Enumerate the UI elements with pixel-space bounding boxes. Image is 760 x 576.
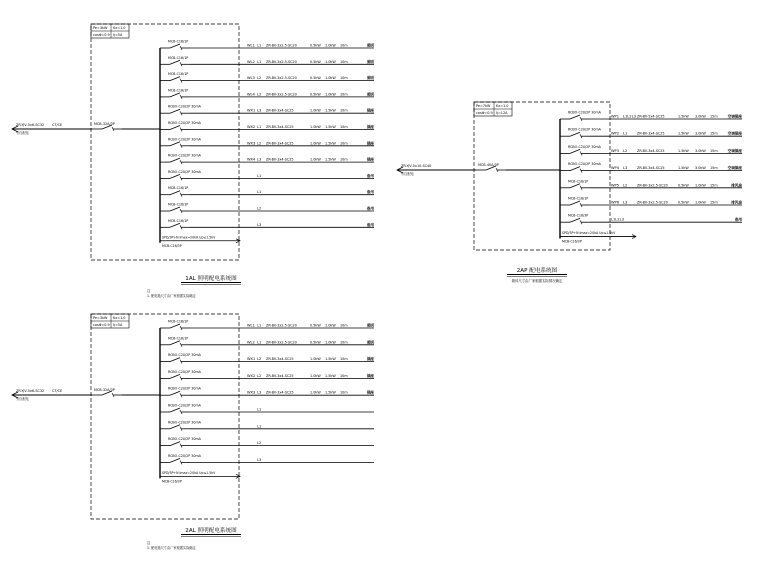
panel_2ap-circuit-1-breaker-label: RCBO-C20/2P 30mA — [568, 110, 601, 115]
panel_2ap-circuit-4-breaker-blade — [570, 167, 580, 171]
panel_2ap-circuit-3-phase: L2 — [623, 148, 628, 153]
panel_1al-circuit-5-ic: 1.5kW — [325, 108, 336, 113]
panel_2ap-circuit-3-cable: ZR-BV-3x4-SC25 — [637, 148, 665, 153]
panel_2ap-circuit-7-use: 备用 — [734, 217, 742, 222]
panel_2al-circuit-6-phase: L1 — [257, 407, 262, 412]
panel_1al-circuit-7-label: WX3 — [247, 141, 256, 146]
panel_2ap-circuit-4-breaker-label: RCBO-C20/2P 30mA — [568, 162, 601, 167]
panel_1al-circuit-1-len: 10m — [340, 43, 348, 48]
panel_2al-circuit-2-ic: 1.0kW — [325, 340, 336, 345]
panel_2ap-circuit-4-use: 空调插座 — [727, 166, 742, 171]
panel_1al-circuit-1-ic: 1.0kW — [325, 43, 336, 48]
panel_1al-circuit-4-use: 照明 — [366, 92, 374, 97]
panel_2al-circuit-4-label: WX2 — [247, 373, 256, 378]
panel_2ap-circuit-1-breaker-blade — [570, 115, 580, 119]
panel_2al-circuit-3-phase: L2 — [257, 357, 262, 362]
panel_2ap-circuit-1-phase: L1L2L3 — [623, 114, 636, 119]
panel_1al-circuit-5-pe: 1.0kW — [310, 108, 321, 113]
panel_2ap-spd-label: SPD/3P+N Imax=20kA Up≤1.5kV — [562, 231, 616, 236]
panel_1al-spd-label: SPD/3P+N Imax=20kA Up≤1.5kV — [162, 235, 216, 240]
panel_1al-circuit-1-breaker-label: MCB-C16/1P — [168, 39, 189, 44]
panel_2ap-circuit-2-ic: 3.0kW — [695, 131, 706, 136]
panel_2ap-subtitle: 箱体尺寸由厂家根据实际情况确定 — [511, 279, 563, 283]
panel_2ap-circuit-7-breaker-label: MCB-C16/3P — [568, 213, 589, 218]
panel_2al-circuit-5-phase: L3 — [257, 390, 262, 395]
panel_1al-circuit-5-breaker-label: RCBO-C20/2P 30mA — [168, 104, 201, 109]
panel_1al-circuit-8-use: 插座 — [366, 157, 374, 162]
panel_2ap-circuit-6-len: 15m — [710, 200, 718, 205]
panel_2al-circuit-1-pe: 0.5kW — [310, 323, 321, 328]
panel_1al-circuit-12-breaker-blade — [170, 223, 180, 227]
panel_1al-circuit-8-pe: 1.0kW — [310, 157, 321, 162]
panel_1al-circuit-6-ic: 1.5kW — [325, 125, 336, 129]
panel_1al-circuit-2-use: 照明 — [366, 59, 374, 64]
panel_2al-circuit-3-breaker-label: RCBO-C20/2P 30mA — [168, 353, 201, 358]
panel_2ap-circuit-3-breaker-blade — [570, 149, 580, 153]
panel_1al-circuit-2-label: WL2 — [247, 59, 255, 64]
panel_2al-circuit-5-breaker-blade — [170, 391, 180, 395]
panel_2ap-circuit-5-cable: ZR-BV-3x2.5-SC20 — [637, 183, 668, 188]
panel_1al-circuit-4-len: 10m — [340, 92, 348, 97]
panel_1al-circuit-3-breaker-label: MCB-C16/1P — [168, 72, 189, 77]
panel_1al-circuit-7-breaker-blade — [170, 142, 180, 146]
panel_1al-circuit-9-breaker-label: RCBO-C20/2P 30mA — [168, 169, 201, 174]
panel_1al-circuit-9-breaker-blade — [170, 174, 180, 178]
panel_2al-circuit-8-phase: L2 — [257, 441, 262, 446]
panel_2al-circuit-7-breaker-blade — [170, 425, 180, 429]
panel_2al-circuit-2-use: 照明 — [366, 340, 374, 345]
panel_2ap-circuit-1-pe: 1.5kW — [678, 114, 689, 119]
panel_1al-circuit-6-phase: L1 — [257, 125, 262, 129]
panel_2al-circuit-5-pe: 1.0kW — [310, 390, 321, 395]
panel_1al-circuit-8-len: 10m — [340, 157, 348, 162]
panel_2al-circuit-8-breaker-label: RCBO-C20/2P 30mA — [168, 437, 201, 442]
panel_1al-circuit-1-phase: L1 — [257, 43, 262, 48]
panel_1al-circuit-4-cable: ZR-BV-3x2.5-SC20 — [266, 92, 297, 97]
panel_2ap-enclosure — [474, 102, 610, 250]
panel_1al-circuit-7-use: 插座 — [366, 141, 374, 146]
panel_1al-circuit-5-cable: ZR-BV-3x4-SC25 — [266, 108, 294, 113]
panel_1al-circuit-3-pe: 0.5kW — [310, 76, 321, 81]
panel_1al-enclosure — [91, 24, 239, 260]
panel_2ap-circuit-6-ic: 1.0kW — [695, 200, 706, 205]
panel_2al-circuit-1-cable: ZR-BV-3x2.5-SC20 — [266, 323, 297, 328]
panel_2al-circuit-9-phase: L3 — [257, 457, 262, 462]
panel_2ap-circuit-3-use: 空调插座 — [727, 148, 742, 153]
panel_2al-circuit-9-breaker-label: RCBO-C20/2P 30mA — [168, 453, 201, 458]
panel_1al-circuit-3-breaker-blade — [170, 77, 180, 81]
panel_1al-circuit-6-len: 10m — [340, 125, 348, 129]
panel_2ap-info-cos: cosΦ=0.9 — [476, 111, 493, 116]
panel_1al-info-kx: Kx=1.0 — [113, 26, 126, 31]
panel_1al-circuit-1-pe: 0.5kW — [310, 43, 321, 48]
panel_1al-circuit-4-phase: L2 — [257, 92, 262, 97]
panel_2al-circuit-5-breaker-label: RCBO-C20/2P 30mA — [168, 386, 201, 391]
panel_2al-circuit-9-breaker-blade — [170, 458, 180, 462]
panel_2al-circuit-4-len: 10m — [340, 373, 348, 378]
panel_1al-circuit-11-use: 备用 — [366, 206, 374, 211]
panel_2ap-circuit-5-label: WP5 — [611, 183, 620, 188]
panel_2al-main-breaker-label: MCB-32A/3P — [94, 388, 115, 392]
panel_2al-circuit-4-breaker-blade — [170, 374, 180, 378]
panel_1al-info-pe: Pe=3kW — [93, 26, 108, 31]
panel_1al-circuit-8-breaker-blade — [170, 158, 180, 162]
panel_2al-incoming-cable: ZR-YJV-5x6-SC32 — [16, 389, 45, 393]
panel_2al-circuit-2-phase: L1 — [257, 340, 262, 345]
panel_1al-circuit-3-phase: L2 — [257, 76, 262, 81]
panel_2al-title: 2AL 照明配电系统图 — [185, 528, 237, 534]
panel_2al-circuit-4-pe: 1.0kW — [310, 373, 321, 378]
panel_1al-circuit-7-ic: 1.5kW — [325, 141, 336, 146]
panel_2ap-circuit-7-label: L1L2L3 — [611, 217, 624, 222]
panel_2ap-circuit-4-pe: 1.5kW — [678, 166, 689, 171]
panel_1al-circuit-6-use: 插座 — [366, 125, 374, 129]
panel_2ap-circuit-5-breaker-blade — [570, 184, 580, 188]
panel_2ap-circuit-1-len: 15m — [710, 114, 718, 119]
panel_2al-circuit-2-breaker-label: MCB-C16/1P — [168, 336, 189, 341]
panel_1al-circuit-3-use: 照明 — [366, 76, 374, 81]
panel_2al-circuit-5-cable: ZR-BV-3x4-SC25 — [266, 390, 294, 395]
panel_1al-circuit-1-label: WL1 — [247, 43, 255, 48]
panel_2al-circuit-4-cable: ZR-BV-3x4-SC25 — [266, 373, 294, 378]
panel_1al-circuit-1-use: 照明 — [366, 43, 374, 48]
panel_1al-circuit-6-cable: ZR-BV-3x4-SC25 — [266, 125, 294, 129]
panel_1al-note-num: 注 — [147, 289, 151, 293]
panel_1al-circuit-5-label: WX1 — [247, 108, 256, 113]
panel_2al-circuit-5-len: 10m — [340, 390, 348, 395]
panel_1al-circuit-2-breaker-blade — [170, 60, 180, 64]
panel_1al-circuit-4-breaker-blade — [170, 93, 180, 97]
panel_2ap-circuit-3-len: 15m — [710, 148, 718, 153]
panel_1al-incoming-note: CT/CE — [52, 123, 63, 127]
panel_1al-circuit-7-breaker-label: RCBO-C20/2P 30mA — [168, 137, 201, 142]
panel_2al-circuit-5-label: WX3 — [247, 390, 256, 395]
panel_1al-circuit-5-breaker-blade — [170, 109, 180, 113]
panel_1al-circuit-9-phase: L1 — [257, 173, 262, 178]
panel_2ap-circuit-2-breaker-blade — [570, 132, 580, 136]
panel_1al-circuit-3-label: WL3 — [247, 76, 255, 81]
panel_1al-circuit-2-phase: L1 — [257, 59, 262, 64]
panel_2al-circuit-7-phase: L1 — [257, 424, 262, 429]
panel_2ap-circuit-1-cable: ZR-BV-5x4-SC25 — [637, 114, 665, 119]
panel_2al-note: 1. 配电箱尺寸由厂家根据实际确定 — [147, 546, 196, 550]
panel_1al-circuit-4-pe: 0.5kW — [310, 92, 321, 97]
panel_1al-circuit-6-label: WX2 — [247, 125, 256, 129]
panel_1al-circuit-2-cable: ZR-BV-3x2.5-SC20 — [266, 59, 297, 64]
panel_1al-circuit-5-phase: L3 — [257, 108, 262, 113]
panel_2ap-circuit-2-len: 15m — [710, 131, 718, 136]
panel_2al-circuit-1-ic: 1.0kW — [325, 323, 336, 328]
panel_2ap-circuit-5-len: 15m — [710, 183, 718, 188]
panel_2al-incoming-note: CT/CE — [52, 389, 63, 393]
panel_2al-circuit-5-use: 插座 — [366, 390, 374, 395]
panel_1al-circuit-9-use: 备用 — [366, 173, 374, 178]
panel_2ap-circuit-5-use: 排风扇 — [731, 183, 742, 188]
panel_2ap-circuit-2-use: 空调插座 — [727, 131, 742, 136]
panel_2al-circuit-1-use: 照明 — [366, 323, 374, 328]
panel_2ap-circuit-6-use: 排风扇 — [731, 200, 742, 205]
panel_2al-circuit-2-pe: 0.5kW — [310, 340, 321, 345]
panel_1al-circuit-7-phase: L2 — [257, 141, 262, 146]
panel_2ap-title: 2AP 配电系统图 — [516, 268, 558, 274]
panel_1al-circuit-1-cable: ZR-BV-3x2.5-SC20 — [266, 43, 297, 48]
panel_2al-spd-breaker: MCB-C16/3P — [162, 479, 182, 484]
panel_1al-circuit-8-cable: ZR-BV-3x4-SC25 — [266, 157, 294, 162]
panel_1al-incoming-cable: ZR-YJV-5x6-SC32 — [16, 123, 45, 127]
panel_1al-circuit-6-breaker-blade — [170, 126, 180, 130]
panel_2ap-circuit-3-pe: 1.5kW — [678, 148, 689, 153]
panel_1al-circuit-10-use: 备用 — [366, 190, 374, 195]
panel_2ap-circuit-6-breaker-label: MCB-C16/1P — [568, 196, 589, 201]
panel_1al-circuit-11-phase: L2 — [257, 206, 262, 211]
panel_1al-circuit-8-phase: L3 — [257, 157, 262, 162]
panel_2ap-circuit-6-label: WP6 — [611, 200, 620, 205]
panel_2ap-circuit-6-cable: ZR-BV-3x2.5-SC20 — [637, 200, 668, 205]
panel_2al-circuit-3-use: 插座 — [366, 357, 374, 362]
panel_1al-circuit-7-cable: ZR-BV-3x4-SC25 — [266, 141, 294, 146]
panel_1al-circuit-2-breaker-label: MCB-C16/1P — [168, 55, 189, 60]
panel_1al-circuit-2-len: 10m — [340, 59, 348, 64]
panel_1al-main-breaker-label: MCB-32A/3P — [94, 122, 115, 126]
panel_2al-circuit-5-ic: 1.5kW — [325, 390, 336, 395]
panel_1al-circuit-8-ic: 1.5kW — [325, 157, 336, 162]
panel_2ap-incoming-cable: ZR-YJV-5x10-SC40 — [401, 164, 432, 168]
panel_2ap-circuit-5-ic: 1.0kW — [695, 183, 706, 188]
panel_2ap-circuit-7-breaker-blade — [570, 218, 580, 222]
panel_2ap-circuit-4-cable: ZR-BV-3x4-SC25 — [637, 166, 665, 171]
panel_1al-circuit-11-breaker-label: MCB-C16/1P — [168, 202, 189, 207]
panel_1al-spd-breaker: MCB-C16/3P — [162, 243, 182, 248]
panel_2al-circuit-2-label: WL2 — [247, 340, 255, 345]
panel_2ap-circuit-1-use: 空调插座 — [727, 114, 742, 119]
panel_2al-info-kx: Kx=1.0 — [113, 316, 126, 321]
panel_1al-circuit-12-breaker-label: MCB-C16/1P — [168, 218, 189, 223]
panel_1al-note: 1. 配电箱尺寸由厂家根据实际确定 — [147, 294, 196, 298]
panel_1al-circuit-3-cable: ZR-BV-3x2.5-SC20 — [266, 76, 297, 81]
panel_2ap-circuit-3-label: WP3 — [611, 148, 620, 153]
panel_1al-info-cos: cosΦ=0.9 — [93, 33, 110, 38]
panel_2al-circuit-3-len: 10m — [340, 357, 348, 362]
panel_1al-circuit-4-ic: 1.0kW — [325, 92, 336, 97]
panel_2ap-circuit-2-pe: 1.5kW — [678, 131, 689, 136]
panel_2ap-circuit-3-ic: 3.0kW — [695, 148, 706, 153]
panel_1al-circuit-12-use: 备用 — [366, 222, 374, 227]
panel_2ap-info-ij: Ij=12A — [496, 111, 508, 116]
panel_2al-circuit-3-pe: 1.0kW — [310, 357, 321, 362]
panel_2al-circuit-1-breaker-blade — [170, 324, 180, 328]
panel_2ap-circuit-4-label: WP4 — [611, 166, 620, 171]
panel_2ap-circuit-2-label: WP2 — [611, 131, 620, 136]
panel_1al-circuit-12-phase: L3 — [257, 222, 262, 227]
panel_1al-circuit-8-label: WX4 — [247, 157, 256, 162]
panel_2ap-circuit-4-phase: L3 — [623, 166, 628, 171]
panel_1al-circuit-11-breaker-blade — [170, 207, 180, 211]
panel_2al-info-pe: Pe=3kW — [93, 316, 108, 321]
panel_2al-circuit-4-ic: 1.5kW — [325, 373, 336, 378]
panel_2ap-info-kx: Kx=1.0 — [496, 104, 509, 109]
panel_1al-title: 1AL 照明配电系统图 — [185, 276, 237, 282]
panel_1al-circuit-6-pe: 1.0kW — [310, 125, 321, 129]
panel_1al-circuit-7-pe: 1.0kW — [310, 141, 321, 146]
panel_2ap-main-breaker-label: MCB-40A/3P — [478, 163, 499, 167]
panel_2al-circuit-6-breaker-blade — [170, 408, 180, 412]
panel_1al-circuit-6-breaker-label: RCBO-C20/2P 30mA — [168, 121, 201, 125]
panel_1al-incoming-from: 引自配电 — [16, 131, 29, 135]
panel_2al-circuit-4-phase: L2 — [257, 373, 262, 378]
panel_1al-circuit-4-label: WL4 — [247, 92, 255, 97]
panel_2ap-circuit-6-breaker-blade — [570, 201, 580, 205]
panel_2al-circuit-2-cable: ZR-BV-3x2.5-SC20 — [266, 340, 297, 345]
panel_2ap-circuit-6-phase: L3 — [623, 200, 628, 205]
panel_2al-incoming-from: 引自配电 — [16, 397, 29, 401]
panel_2ap-circuit-5-pe: 0.5kW — [678, 183, 689, 188]
panel_2ap-circuit-1-label: WP1 — [611, 114, 620, 119]
panel_1al-circuit-3-len: 10m — [340, 76, 348, 81]
panel_2al-info-cos: cosΦ=0.9 — [93, 323, 110, 328]
panel_2al-circuit-6-breaker-label: RCBO-C20/2P 30mA — [168, 403, 201, 408]
panel_2ap-circuit-2-cable: ZR-BV-3x4-SC25 — [637, 131, 665, 136]
panel_2ap-spd-breaker: MCB-C16/3P — [562, 239, 582, 244]
panel_1al-circuit-1-breaker-blade — [170, 44, 180, 48]
panel_1al-circuit-7-len: 10m — [340, 141, 348, 146]
panel_1al-circuit-2-ic: 1.0kW — [325, 59, 336, 64]
panel_1al-circuit-5-use: 插座 — [366, 108, 374, 113]
panel_2al-circuit-3-cable: ZR-BV-3x4-SC25 — [266, 357, 294, 362]
panel_2al-circuit-1-phase: L1 — [257, 323, 262, 328]
panel_1al-info-ij: Ij=5A — [113, 33, 123, 38]
panel_2ap-circuit-4-ic: 3.0kW — [695, 166, 706, 171]
panel_1al-circuit-10-phase: L1 — [257, 190, 262, 195]
panel_1al-circuit-10-breaker-blade — [170, 191, 180, 195]
panel_1al-circuit-5-len: 10m — [340, 108, 348, 113]
panel_2ap-circuit-5-phase: L2 — [623, 183, 628, 188]
panel_2ap-circuit-1-ic: 3.0kW — [695, 114, 706, 119]
panel_2al-circuit-3-ic: 1.5kW — [325, 357, 336, 362]
panel_2ap-circuit-6-pe: 0.5kW — [678, 200, 689, 205]
panel_1al-circuit-10-breaker-label: MCB-C16/1P — [168, 186, 189, 191]
panel_2ap-circuit-2-phase: L1 — [623, 131, 628, 136]
panel_2al-circuit-3-breaker-blade — [170, 358, 180, 362]
panel_2ap-incoming-from: 引自配电 — [401, 172, 414, 176]
panel_2al-circuit-3-label: WX1 — [247, 357, 256, 362]
panel_2al-circuit-2-len: 10m — [340, 340, 348, 345]
panel_2ap-circuit-3-breaker-label: RCBO-C20/2P 30mA — [568, 144, 601, 149]
panel_2ap-info-pe: Pe=7kW — [476, 104, 491, 109]
panel_2al-circuit-4-breaker-label: RCBO-C20/2P 30mA — [168, 369, 201, 374]
panel_2al-circuit-1-len: 10m — [340, 323, 348, 328]
panel_2al-circuit-1-breaker-label: MCB-C16/1P — [168, 319, 189, 324]
panel_2al-spd-label: SPD/3P+N Imax=20kA Up≤1.5kV — [162, 470, 216, 475]
panel_2ap-circuit-5-breaker-label: MCB-C16/1P — [568, 179, 589, 184]
panel_2ap-circuit-2-breaker-label: RCBO-C20/2P 30mA — [568, 127, 601, 132]
panel_2ap-circuit-4-len: 15m — [710, 166, 718, 171]
panel_1al-circuit-8-breaker-label: RCBO-C20/2P 30mA — [168, 153, 201, 158]
panel_2al-circuit-1-label: WL1 — [247, 323, 255, 328]
panel_2al-info-ij: Ij=5A — [113, 323, 123, 328]
panel_2al-note-num: 注 — [147, 541, 151, 545]
panel_1al-circuit-2-pe: 0.5kW — [310, 59, 321, 64]
panel_2al-circuit-2-breaker-blade — [170, 341, 180, 345]
panel_2al-circuit-4-use: 插座 — [366, 373, 374, 378]
panel_2al-circuit-7-breaker-label: RCBO-C20/2P 30mA — [168, 420, 201, 425]
panel_2al-circuit-8-breaker-blade — [170, 442, 180, 446]
panel_1al-circuit-4-breaker-label: MCB-C16/1P — [168, 88, 189, 93]
panel_1al-circuit-3-ic: 1.0kW — [325, 76, 336, 81]
